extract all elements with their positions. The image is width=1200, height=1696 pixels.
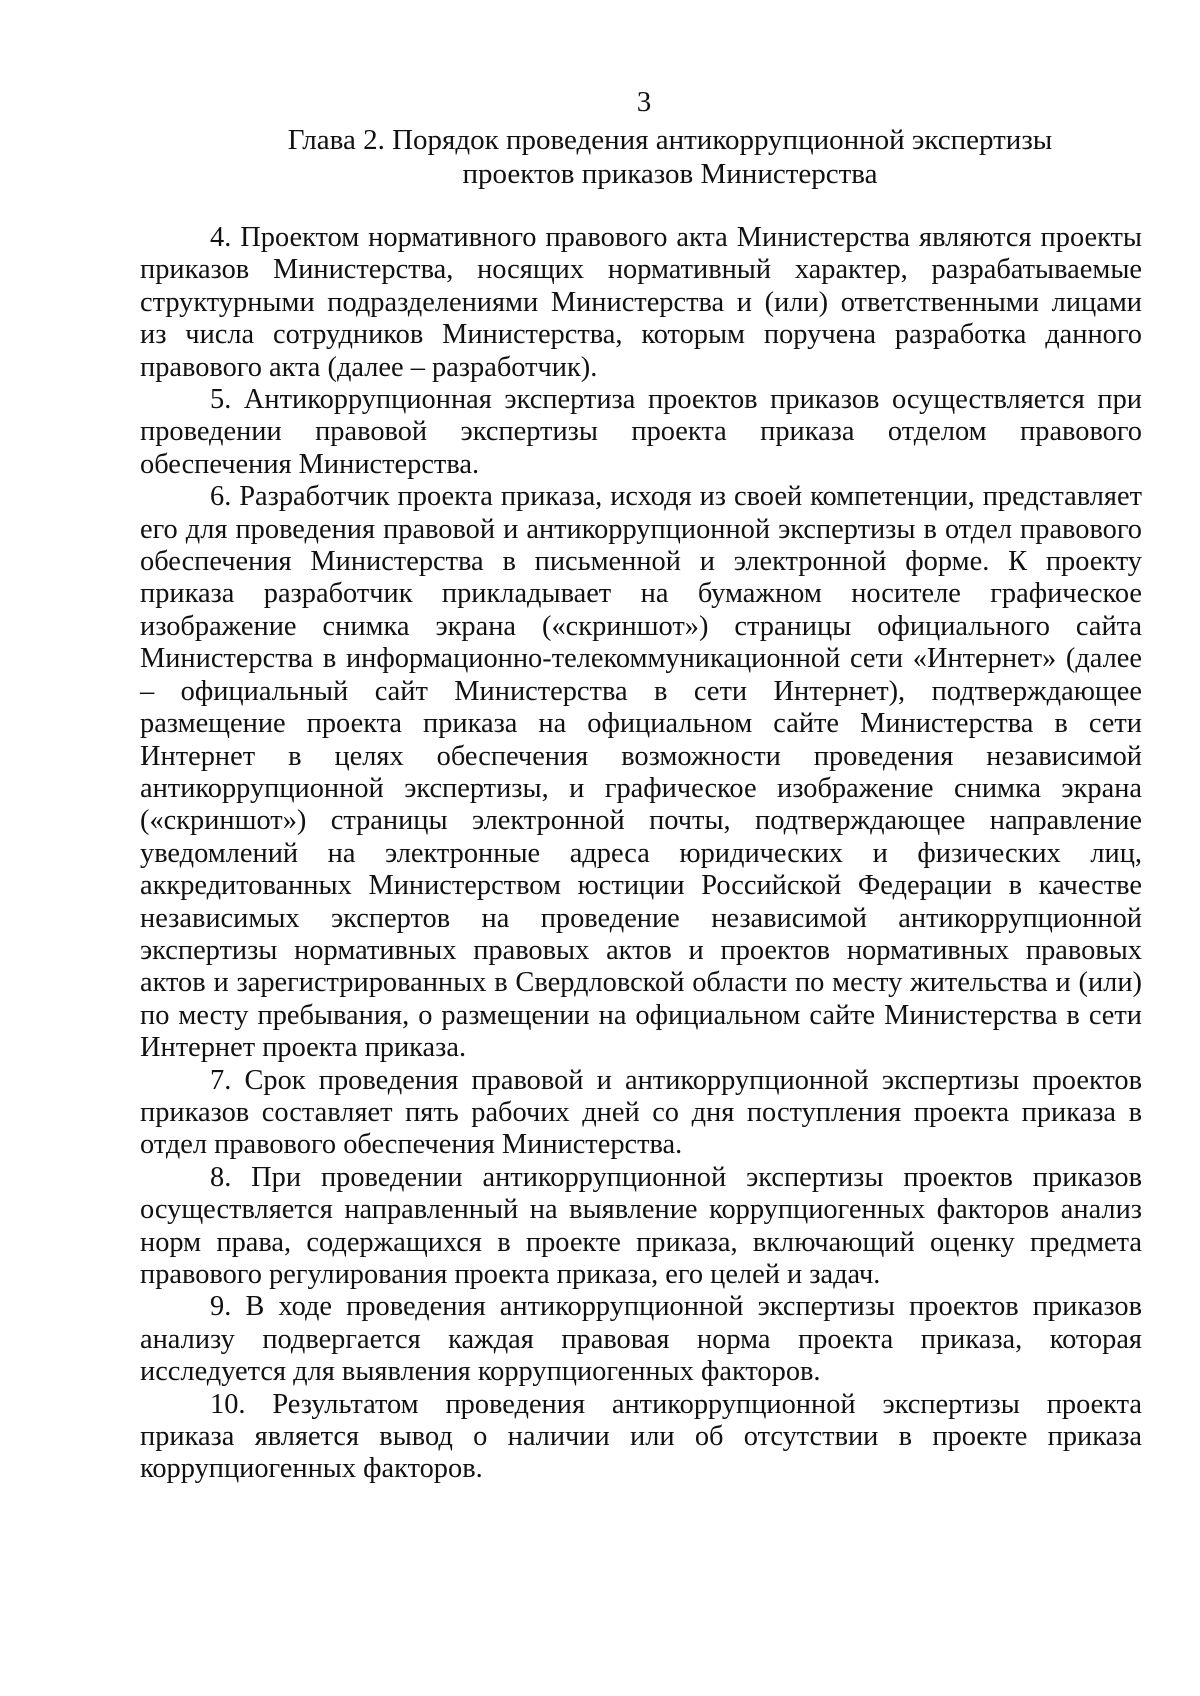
paragraph-item-9: 9. В ходе проведения антикоррупционной экспертизы проектов приказов анализу подвергается каждая правовая норма проекта приказа, которая исследуется для выявления коррупциогенных факторов. (140, 1291, 1142, 1388)
paragraph-item-10: 10. Результатом проведения антикоррупционной экспертизы проекта приказа является вывод о наличии или об отсутствии в проекте приказа коррупциогенных факторов. (140, 1388, 1142, 1485)
paragraph-item-6: 6. Разработчик проекта приказа, исходя из своей компетенции, представляет его для проведения правовой и антикоррупционной экспертизы в отдел правового обеспечения Министерства в письменной и электронной форме. К проекту приказа разработчик прикладывает на бумажном носителе графическое изображение снимка экрана («скриншот») страницы официального сайта Министерства в информационно-телекоммуникационной сети «Интернет» (далее – официальный сайт Министерства в сети Интернет), подтверждающее размещение проекта приказа на официальном сайте Министерства в сети Интернет в целях обеспечения возможности проведения независимой антикоррупционной экспертизы, и графическое изображение снимка экрана («скриншот») страницы электронной почты, подтверждающее направление уведомлений на электронные адреса юридических и физических лиц, аккредитованных Министерством юстиции Российской Федерации в качестве независимых экспертов на проведение независимой антикоррупционной экспертизы нормативных правовых актов и проектов нормативных правовых актов и зарегистрированных в Свердловской области по месту жительства и (или) по месту пребывания, о размещении на официальном сайте Министерства в сети Интернет проекта приказа. (140, 481, 1142, 1064)
chapter-title-line-2: проектов приказов Министерства (462, 158, 878, 190)
chapter-title-line-1: Глава 2. Порядок проведения антикоррупционной экспертизы (287, 124, 1053, 156)
paragraph-item-8: 8. При проведении антикоррупционной экспертизы проектов приказов осуществляется направленный на выявление коррупциогенных факторов анализ норм права, содержащихся в проекте приказа, включающий оценку предмета правового регулирования проекта приказа, его целей и задач. (140, 1161, 1142, 1290)
chapter-title (140, 123, 1200, 191)
page-number: 3 (636, 86, 652, 118)
paragraph-item-4: 4. Проектом нормативного правового акта Министерства являются проекты приказов Министерства, носящих нормативный характер, разрабатываемые структурными подразделениями Министерства и (или) ответственными лицами из числа сотрудников Министерства, которым поручена разработка данного правового акта (далее – разработчик). (140, 222, 1142, 383)
paragraph-item-7: 7. Срок проведения правовой и антикоррупционной экспертизы проектов приказов составляет пять рабочих дней со дня поступления проекта приказа в отдел правового обеспечения Министерства. (140, 1064, 1142, 1161)
paragraph-item-5: 5. Антикоррупционная экспертиза проектов приказов осуществляется при проведении правовой экспертизы проекта приказа отделом правового обеспечения Министерства. (140, 384, 1142, 480)
document-body (140, 222, 1142, 1486)
